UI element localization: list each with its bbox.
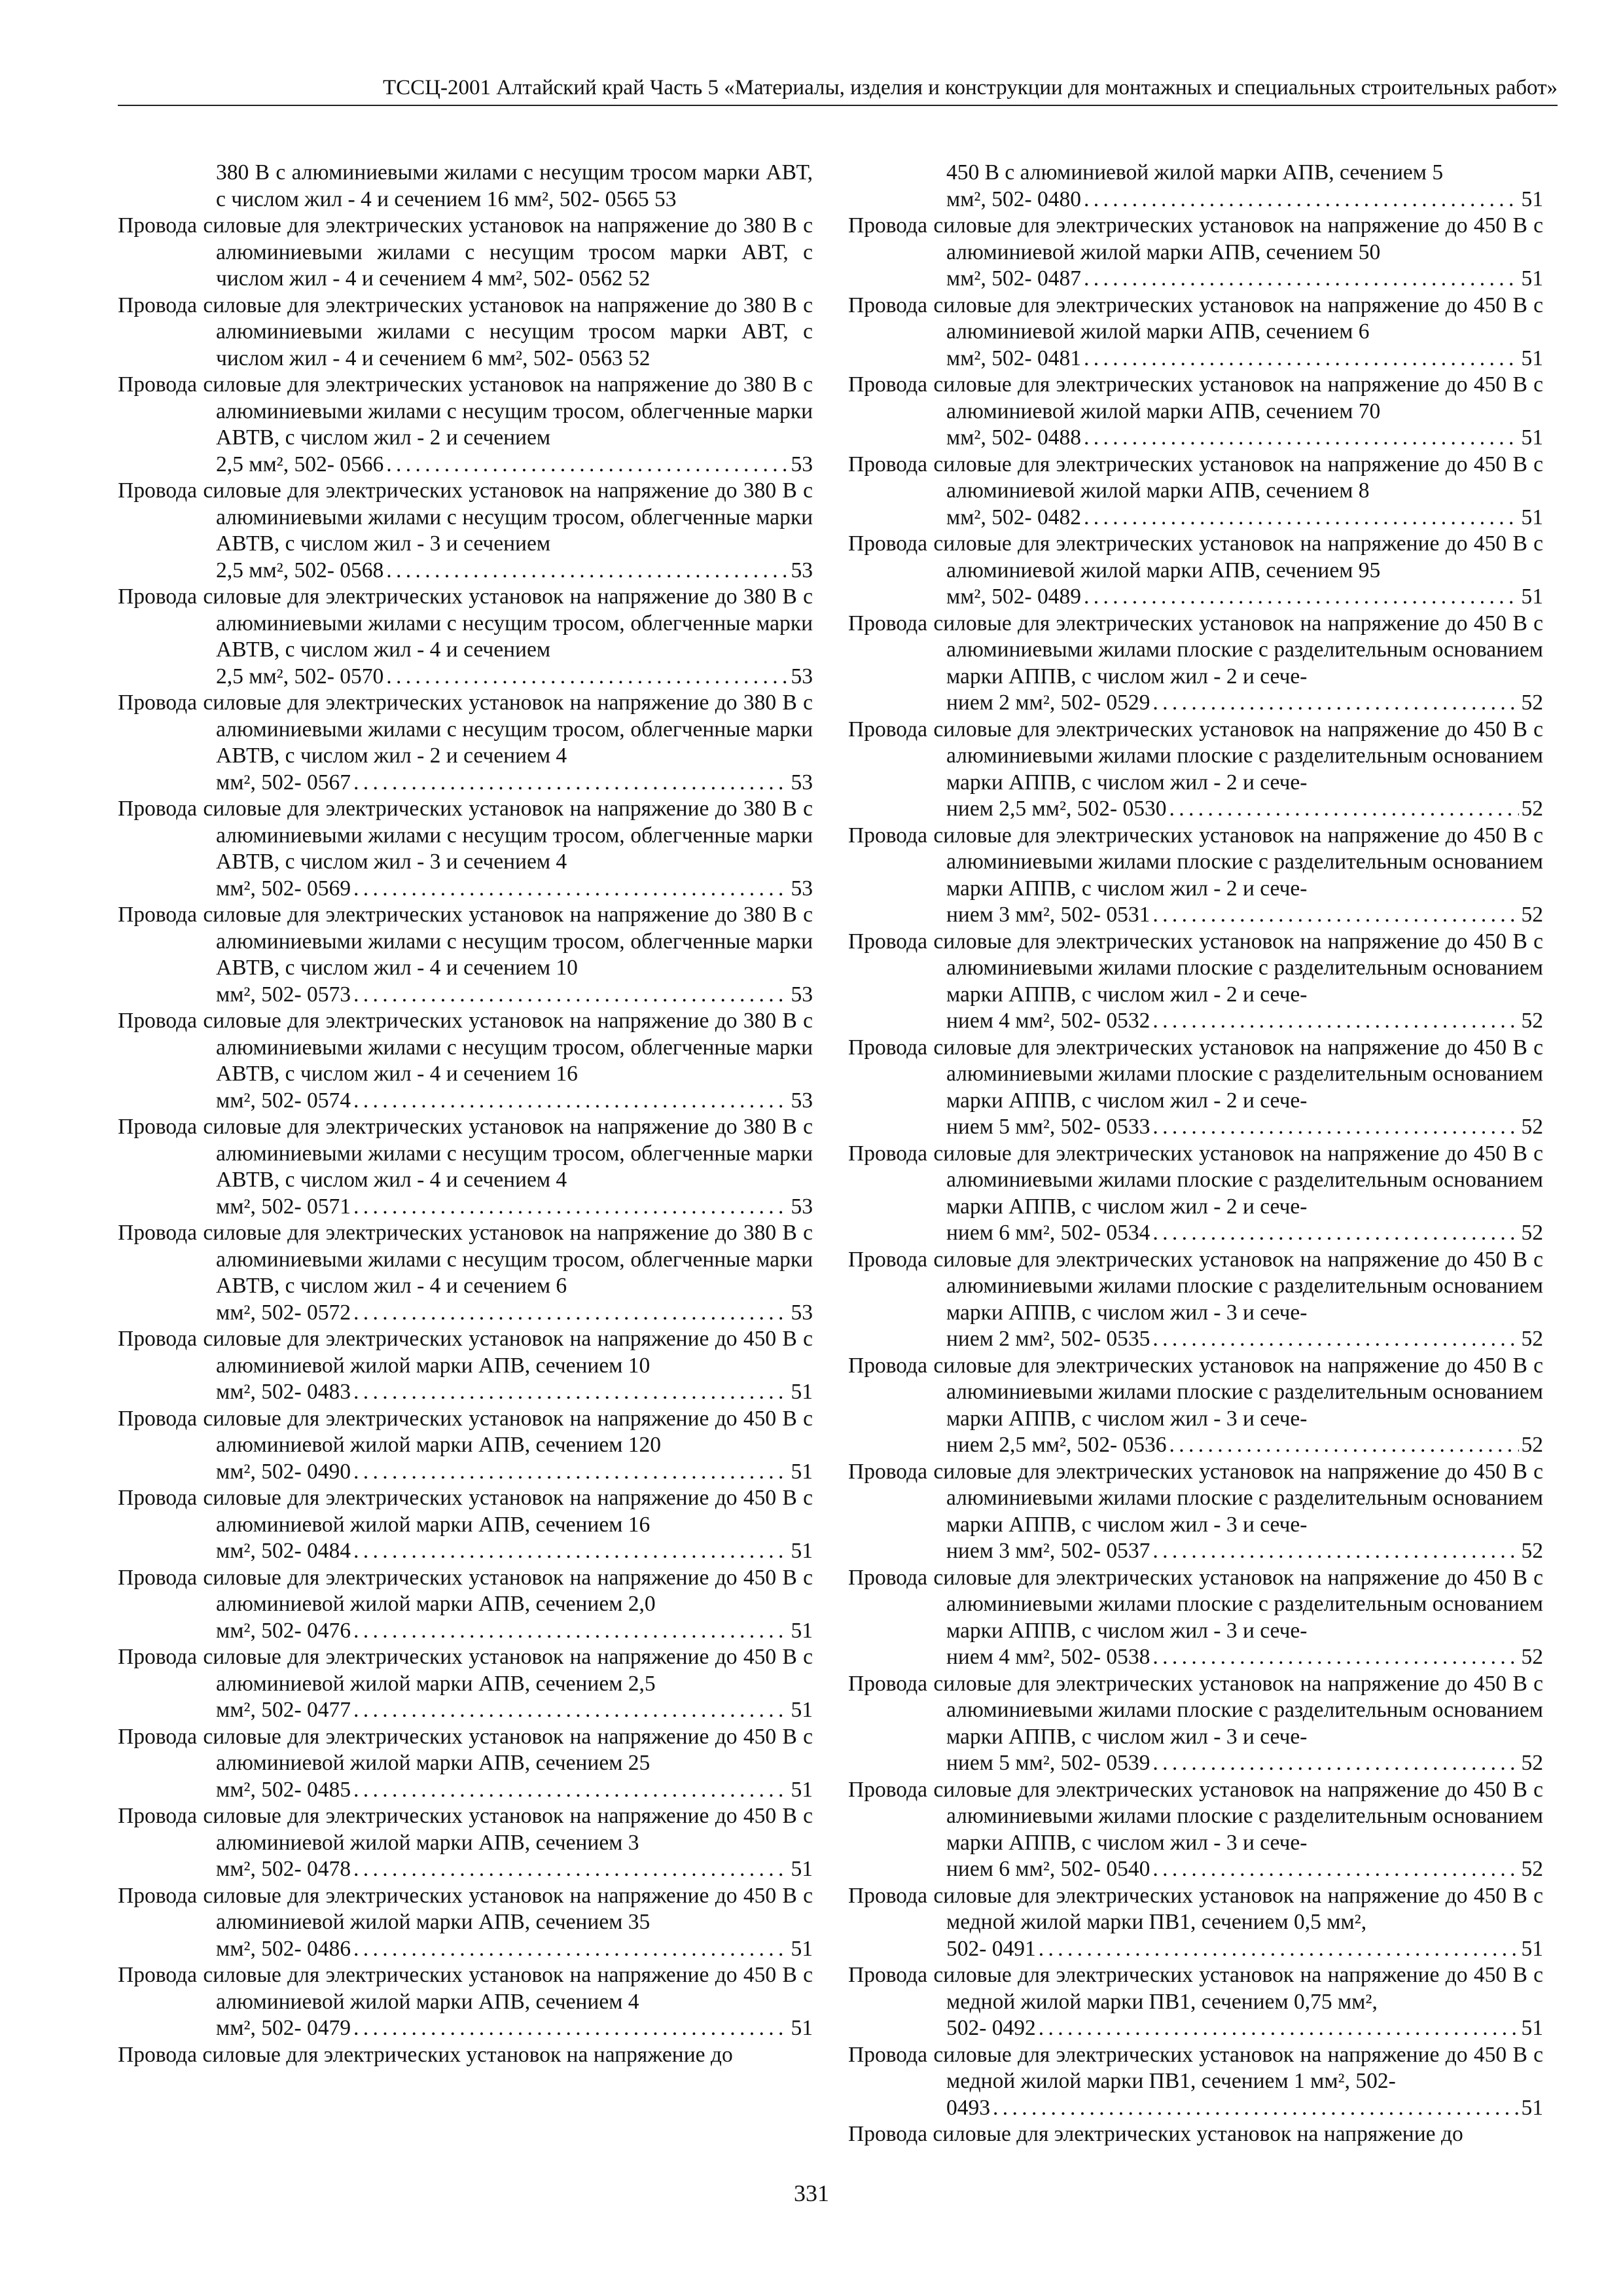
page-number: 331 — [794, 2180, 829, 2206]
index-entry — [118, 1883, 813, 1963]
entry-tail — [946, 1114, 1543, 1141]
dot-leader — [353, 1538, 789, 1565]
entry-page-ref: 51 — [1521, 505, 1543, 529]
dot-leader — [386, 452, 788, 478]
entry-tail — [946, 187, 1543, 213]
entry-prefix: Провода — [118, 1963, 197, 1987]
index-entry — [848, 293, 1543, 372]
index-entry — [848, 1141, 1543, 1247]
index-entry — [848, 2121, 1543, 2148]
dot-leader — [386, 664, 788, 691]
entry-page-ref: 51 — [1521, 187, 1543, 211]
entry-text: силовые для электрических установок на напряжение до 450 В с алюминиевыми жилами плоские с разделительным основанием марки АППВ, с числом жил - 3 и сече- — [933, 1247, 1544, 1325]
entry-page-ref: 52 — [1521, 1857, 1543, 1881]
entry-page-ref: 51 — [791, 1539, 813, 1563]
index-entry — [848, 372, 1543, 452]
entry-page-ref: 52 — [1521, 691, 1543, 715]
entry-tail — [216, 1459, 813, 1486]
entry-prefix: Провода — [118, 1724, 197, 1749]
entry-page-ref: 51 — [791, 1936, 813, 1961]
index-entry — [118, 1406, 813, 1486]
entry-text: силовые для электрических установок на напряжение до 380 В с алюминиевыми жилами с несущим тросом, облегченные марки АВТВ, с числом жил - 2 и сечением 4 — [203, 691, 813, 768]
entry-text: силовые для электрических установок на напряжение до 450 В с алюминиевыми жилами плоские с разделительным основанием марки АППВ, с числом жил - 3 и сече- — [933, 1671, 1544, 1749]
index-entry — [118, 1962, 813, 2042]
entry-prefix: Провода — [848, 2042, 927, 2067]
entry-page-ref: 51 — [791, 1618, 813, 1643]
entry-prefix: Провода — [118, 293, 197, 317]
entry-code: нием 5 мм², 502- 0533 — [946, 1115, 1150, 1139]
index-entry — [848, 823, 1543, 929]
entry-text: силовые для электрических установок на напряжение до 450 В с алюминиевой жилой марки АПВ, сечением 6 — [933, 293, 1544, 344]
index-entry — [118, 796, 813, 902]
entry-text: 380 В с алюминиевыми жилами с несущим тросом марки АВТ, с числом жил - 4 и сечением 16 мм², 502- 0565 53 — [216, 160, 813, 211]
entry-prefix: Провода — [118, 1221, 197, 1245]
entry-text: силовые для электрических установок на напряжение до 450 В с алюминиевыми жилами плоские с разделительным основанием марки АППВ, с числом жил - 3 и сече- — [933, 1777, 1544, 1855]
dot-leader — [1084, 346, 1519, 372]
entry-code: мм², 502- 0571 — [216, 1194, 351, 1219]
index-entry — [848, 1671, 1543, 1777]
entry-tail — [946, 2015, 1543, 2042]
entry-text: силовые для электрических установок на напряжение до 450 В с алюминиевыми жилами плоские с разделительным основанием марки АППВ, с числом жил - 2 и сече- — [933, 611, 1544, 689]
entry-prefix: Провода — [118, 1009, 197, 1033]
entry-text: силовые для электрических установок на напряжение до 450 В с медной жилой марки ПВ1, сечением 0,5 мм², — [933, 1883, 1544, 1934]
dot-leader — [1152, 1856, 1518, 1883]
entry-code: мм², 502- 0476 — [216, 1618, 351, 1643]
entry-code: мм², 502- 0483 — [216, 1380, 351, 1404]
entry-text: 450 В с алюминиевой жилой марки АПВ, сечением 5 — [946, 160, 1444, 185]
entry-page-ref: 51 — [791, 1777, 813, 1802]
dot-leader — [1084, 425, 1519, 452]
entry-text: силовые для электрических установок на напряжение до 380 В с алюминиевыми жилами с несущим тросом марки АВТ, с числом жил - 4 и сечением 6 мм², 502- 0563 52 — [203, 293, 813, 370]
index-entry — [848, 452, 1543, 531]
index-column-left — [118, 160, 813, 2068]
entry-text: силовые для электрических установок на напряжение до 380 В с алюминиевыми жилами с несущим тросом, облегченные марки АВТВ, с числом жил - 4 и сечением 10 — [203, 903, 813, 980]
entry-text: силовые для электрических установок на напряжение до 450 В с алюминиевой жилой марки АПВ, сечением 16 — [203, 1486, 813, 1537]
entry-prefix: Провода — [118, 903, 197, 927]
entry-text: силовые для электрических установок на напряжение до 380 В с алюминиевыми жилами с несущим тросом марки АВТ, с числом жил - 4 и сечением 4 мм², 502- 0562 52 — [203, 213, 813, 291]
entry-text: силовые для электрических установок на напряжение до — [933, 2122, 1463, 2146]
entry-code: мм², 502- 0489 — [946, 584, 1081, 609]
entry-tail — [946, 1538, 1543, 1565]
entry-tail — [216, 558, 813, 584]
entry-text: силовые для электрических установок на напряжение до 450 В с алюминиевыми жилами плоские с разделительным основанием марки АППВ, с числом жил - 3 и сече- — [933, 1353, 1544, 1431]
dot-leader — [353, 1194, 789, 1221]
entry-prefix: Провода — [118, 1486, 197, 1510]
index-entry — [848, 1035, 1543, 1141]
dot-leader — [1152, 1008, 1518, 1035]
entry-tail — [946, 425, 1543, 452]
entry-page-ref: 52 — [1521, 903, 1543, 927]
index-entry — [848, 213, 1543, 293]
entry-tail — [216, 452, 813, 478]
entry-text: силовые для электрических установок на напряжение до 380 В с алюминиевыми жилами с несущим тросом, облегченные марки АВТВ, с числом жил - 3 и сечением — [203, 478, 813, 556]
dot-leader — [353, 1379, 789, 1406]
entry-prefix: Провода — [848, 1141, 927, 1166]
entry-code: мм², 502- 0572 — [216, 1300, 351, 1325]
index-entry — [118, 584, 813, 690]
entry-page-ref: 53 — [791, 664, 813, 689]
entry-page-ref: 53 — [791, 452, 813, 476]
entry-prefix: Провода — [848, 1777, 927, 1802]
entry-tail — [216, 876, 813, 903]
dot-leader — [1152, 1644, 1518, 1671]
entry-prefix: Провода — [118, 691, 197, 715]
entry-page-ref: 51 — [1521, 346, 1543, 370]
dot-leader — [1152, 1114, 1518, 1141]
entry-page-ref: 51 — [1521, 2095, 1543, 2120]
index-entry — [848, 929, 1543, 1035]
entry-prefix: Провода — [848, 1565, 927, 1590]
entry-code: нием 3 мм², 502- 0531 — [946, 903, 1150, 927]
entry-page-ref: 51 — [791, 1698, 813, 1722]
entry-tail — [946, 1326, 1543, 1353]
entry-tail — [946, 2095, 1543, 2122]
entry-code: мм², 502- 0488 — [946, 425, 1081, 450]
entry-text: силовые для электрических установок на напряжение до 450 В с медной жилой марки ПВ1, сечением 1 мм², 502- — [933, 2042, 1544, 2093]
entry-tail — [946, 1750, 1543, 1777]
index-entry — [118, 1565, 813, 1645]
entry-tail — [946, 690, 1543, 717]
entry-text: силовые для электрических установок на напряжение до 450 В с алюминиевой жилой марки АПВ, сечением 95 — [933, 531, 1544, 583]
entry-text: силовые для электрических установок на напряжение до 450 В с алюминиевой жилой марки АПВ, сечением 10 — [203, 1327, 813, 1378]
dot-leader — [1152, 1326, 1518, 1353]
entry-text: силовые для электрических установок на напряжение до 450 В с алюминиевыми жилами плоские с разделительным основанием марки АППВ, с числом жил - 2 и сече- — [933, 717, 1544, 795]
entry-tail — [216, 1088, 813, 1115]
entry-code: нием 2 мм², 502- 0529 — [946, 691, 1150, 715]
entry-tail — [946, 1432, 1543, 1459]
entry-tail — [216, 770, 813, 797]
index-entry — [848, 1247, 1543, 1353]
index-entry — [118, 372, 813, 478]
dot-leader — [386, 558, 788, 584]
entry-text: силовые для электрических установок на напряжение до 450 В с алюминиевой жилой марки АПВ, сечением 8 — [933, 452, 1544, 503]
entry-text: силовые для электрических установок на напряжение до 450 В с алюминиевыми жилами плоские с разделительным основанием марки АППВ, с числом жил - 3 и сече- — [933, 1565, 1544, 1643]
index-entry — [118, 902, 813, 1008]
entry-page-ref: 53 — [791, 982, 813, 1007]
entry-text: силовые для электрических установок на напряжение до 450 В с алюминиевой жилой марки АПВ, сечением 70 — [933, 372, 1544, 423]
entry-tail — [216, 1618, 813, 1645]
entry-code: нием 5 мм², 502- 0539 — [946, 1751, 1150, 1775]
entry-tail — [216, 1194, 813, 1221]
entry-tail — [946, 346, 1543, 372]
entry-code: нием 2,5 мм², 502- 0536 — [946, 1433, 1167, 1457]
entry-code: нием 4 мм², 502- 0538 — [946, 1645, 1150, 1669]
entry-code: мм², 502- 0567 — [216, 770, 351, 795]
entry-tail — [946, 1220, 1543, 1247]
entry-prefix: Провода — [848, 929, 927, 954]
dot-leader — [1152, 1220, 1518, 1247]
entry-prefix: Провода — [848, 823, 927, 848]
entry-page-ref: 52 — [1521, 1009, 1543, 1033]
entry-code: нием 6 мм², 502- 0534 — [946, 1221, 1150, 1245]
dot-leader — [353, 770, 789, 797]
entry-tail — [946, 1936, 1543, 1963]
entry-code: мм², 502- 0482 — [946, 505, 1081, 529]
entry-text: силовые для электрических установок на напряжение до 450 В с алюминиевой жилой марки АПВ, сечением 2,5 — [203, 1645, 813, 1696]
entry-code: мм², 502- 0486 — [216, 1936, 351, 1961]
entry-tail — [946, 1856, 1543, 1883]
entry-page-ref: 51 — [791, 2016, 813, 2040]
entry-code: 2,5 мм², 502- 0568 — [216, 558, 384, 583]
dot-leader — [353, 1936, 789, 1963]
entry-code: 502- 0491 — [946, 1936, 1036, 1961]
entry-text: силовые для электрических установок на напряжение до 380 В с алюминиевыми жилами с несущим тросом, облегченные марки АВТВ, с числом жил - 4 и сечением 4 — [203, 1115, 813, 1192]
dot-leader — [1039, 1936, 1519, 1963]
entry-prefix: Провода — [118, 1645, 197, 1669]
entry-prefix: Провода — [848, 1963, 927, 1987]
index-entry — [848, 1565, 1543, 1671]
entry-prefix: Провода — [118, 372, 197, 397]
entry-text: силовые для электрических установок на напряжение до 450 В с алюминиевыми жилами плоские с разделительным основанием марки АППВ, с числом жил - 2 и сече- — [933, 823, 1544, 901]
entry-prefix: Провода — [848, 452, 927, 476]
entry-prefix: Провода — [848, 1035, 927, 1060]
dot-leader — [1039, 2015, 1519, 2042]
entry-text: силовые для электрических установок на напряжение до 450 В с алюминиевой жилой марки АПВ, сечением 25 — [203, 1724, 813, 1775]
entry-tail — [216, 982, 813, 1009]
entry-page-ref: 51 — [1521, 266, 1543, 291]
entry-prefix: Провода — [118, 1565, 197, 1590]
entry-page-ref: 53 — [791, 876, 813, 901]
entry-page-ref: 51 — [1521, 425, 1543, 450]
running-header: ТССЦ-2001 Алтайский край Часть 5 «Материалы, изделия и конструкции для монтажных и специальных строительных работ» — [118, 73, 1558, 106]
entry-tail — [216, 1697, 813, 1724]
entry-prefix: Провода — [848, 293, 927, 317]
entry-code: 0493 — [946, 2095, 990, 2120]
entry-prefix: Провода — [848, 717, 927, 742]
entry-text: силовые для электрических установок на напряжение до 450 В с алюминиевой жилой марки АПВ, сечением 2,0 — [203, 1565, 813, 1616]
entry-prefix: Провода — [848, 611, 927, 636]
dot-leader — [1152, 690, 1518, 717]
index-entry — [118, 1724, 813, 1804]
entry-text: силовые для электрических установок на напряжение до 380 В с алюминиевыми жилами с несущим тросом, облегченные марки АВТВ, с числом жил - 2 и сечением — [203, 372, 813, 450]
dot-leader — [353, 1777, 789, 1804]
entry-prefix: Провода — [848, 1247, 927, 1272]
dot-leader — [353, 1459, 789, 1486]
entry-prefix: Провода — [848, 2122, 927, 2146]
entry-tail — [946, 584, 1543, 611]
dot-leader — [353, 1856, 789, 1883]
entry-page-ref: 53 — [791, 1300, 813, 1325]
entry-page-ref: 51 — [1521, 2016, 1543, 2040]
index-entry — [118, 293, 813, 372]
entry-page-ref: 52 — [1521, 1327, 1543, 1351]
entry-text: силовые для электрических установок на напряжение до 380 В с алюминиевыми жилами с несущим тросом, облегченные марки АВТВ, с числом жил - 4 и сечением 6 — [203, 1221, 813, 1298]
entry-code: мм², 502- 0569 — [216, 876, 351, 901]
entry-page-ref: 52 — [1521, 797, 1543, 821]
entry-code: мм², 502- 0485 — [216, 1777, 351, 1802]
entry-code: мм², 502- 0480 — [946, 187, 1081, 211]
entry-prefix: Провода — [848, 1353, 927, 1378]
entry-tail — [216, 1379, 813, 1406]
dot-leader — [353, 982, 789, 1009]
entry-text: силовые для электрических установок на напряжение до 450 В с алюминиевыми жилами плоские с разделительным основанием марки АППВ, с числом жил - 2 и сече- — [933, 929, 1544, 1007]
entry-code: 2,5 мм², 502- 0566 — [216, 452, 384, 476]
entry-tail — [946, 902, 1543, 929]
index-entry — [848, 1459, 1543, 1565]
entry-text: силовые для электрических установок на напряжение до 450 В с алюминиевой жилой марки АПВ, сечением 50 — [933, 213, 1544, 264]
dot-leader — [353, 1697, 789, 1724]
entry-page-ref: 52 — [1521, 1539, 1543, 1563]
entry-page-ref: 52 — [1521, 1221, 1543, 1245]
index-entry — [848, 1353, 1543, 1459]
index-entry — [118, 1803, 813, 1883]
index-entry — [848, 160, 1543, 213]
entry-text: силовые для электрических установок на напряжение до 450 В с алюминиевой жилой марки АПВ, сечением 120 — [203, 1406, 813, 1457]
entry-prefix: Провода — [118, 213, 197, 238]
entry-page-ref: 51 — [1521, 584, 1543, 609]
entry-page-ref: 52 — [1521, 1751, 1543, 1775]
entry-code: мм², 502- 0487 — [946, 266, 1081, 291]
entry-prefix: Провода — [848, 531, 927, 556]
entry-text: силовые для электрических установок на напряжение до 450 В с алюминиевой жилой марки АПВ, сечением 35 — [203, 1883, 813, 1934]
index-entry — [118, 690, 813, 796]
entry-code: 2,5 мм², 502- 0570 — [216, 664, 384, 689]
entry-prefix: Провода — [118, 1115, 197, 1139]
entry-page-ref: 52 — [1521, 1645, 1543, 1669]
index-entry — [118, 1485, 813, 1565]
entry-prefix: Провода — [118, 2042, 197, 2067]
entry-text: силовые для электрических установок на напряжение до 450 В с алюминиевой жилой марки АПВ, сечением 3 — [203, 1804, 813, 1855]
dot-leader — [1084, 266, 1519, 293]
dot-leader — [993, 2095, 1519, 2122]
entry-code: мм², 502- 0484 — [216, 1539, 351, 1563]
entry-text: силовые для электрических установок на напряжение до 450 В с алюминиевыми жилами плоские с разделительным основанием марки АППВ, с числом жил - 2 и сече- — [933, 1141, 1544, 1219]
entry-prefix: Провода — [118, 1804, 197, 1828]
entry-tail — [946, 796, 1543, 823]
entry-text: силовые для электрических установок на напряжение до 380 В с алюминиевыми жилами с несущим тросом, облегченные марки АВТВ, с числом жил - 4 и сечением 16 — [203, 1009, 813, 1086]
entry-page-ref: 51 — [791, 1380, 813, 1404]
entry-prefix: Провода — [848, 1671, 927, 1696]
entry-prefix: Провода — [848, 213, 927, 238]
entry-tail — [946, 1008, 1543, 1035]
dot-leader — [353, 1618, 789, 1645]
entry-tail — [216, 2015, 813, 2042]
dot-leader — [1084, 187, 1519, 213]
entry-code: нием 4 мм², 502- 0532 — [946, 1009, 1150, 1033]
entry-tail — [216, 1936, 813, 1963]
entry-code: нием 2 мм², 502- 0535 — [946, 1327, 1150, 1351]
entry-page-ref: 52 — [1521, 1433, 1543, 1457]
entry-code: мм², 502- 0573 — [216, 982, 351, 1007]
entry-text: силовые для электрических установок на напряжение до 380 В с алюминиевыми жилами с несущим тросом, облегченные марки АВТВ, с числом жил - 3 и сечением 4 — [203, 797, 813, 874]
dot-leader — [353, 1300, 789, 1327]
index-entry — [118, 213, 813, 293]
entry-prefix: Провода — [848, 372, 927, 397]
entry-prefix: Провода — [118, 584, 197, 609]
index-entry — [118, 1644, 813, 1724]
dot-leader — [1169, 796, 1519, 823]
dot-leader — [353, 1088, 789, 1115]
index-entry — [848, 531, 1543, 611]
entry-prefix: Провода — [118, 797, 197, 821]
entry-prefix: Провода — [118, 478, 197, 503]
entry-prefix: Провода — [118, 1406, 197, 1431]
dot-leader — [353, 876, 789, 903]
entry-text: силовые для электрических установок на напряжение до — [202, 2042, 733, 2067]
dot-leader — [1084, 505, 1519, 531]
entry-text: силовые для электрических установок на напряжение до 450 В с алюминиевыми жилами плоские с разделительным основанием марки АППВ, с числом жил - 2 и сече- — [933, 1035, 1544, 1113]
entry-text: силовые для электрических установок на напряжение до 380 В с алюминиевыми жилами с несущим тросом, облегченные марки АВТВ, с числом жил - 4 и сечением — [203, 584, 813, 662]
index-entry — [118, 1114, 813, 1220]
entry-prefix: Провода — [118, 1327, 197, 1351]
index-entry — [118, 2042, 813, 2069]
dot-leader — [1152, 902, 1518, 929]
entry-page-ref: 51 — [1521, 1936, 1543, 1961]
index-entry — [118, 160, 813, 213]
dot-leader — [1169, 1432, 1519, 1459]
entry-code: нием 6 мм², 502- 0540 — [946, 1857, 1150, 1881]
entry-tail — [216, 664, 813, 691]
index-entry — [848, 1883, 1543, 1963]
entry-prefix: Провода — [848, 1883, 927, 1908]
entry-tail — [946, 266, 1543, 293]
entry-page-ref: 53 — [791, 1194, 813, 1219]
entry-code: нием 3 мм², 502- 0537 — [946, 1539, 1150, 1563]
entry-code: 502- 0492 — [946, 2016, 1036, 2040]
entry-text: силовые для электрических установок на напряжение до 450 В с алюминиевыми жилами плоские с разделительным основанием марки АППВ, с числом жил - 3 и сече- — [933, 1459, 1544, 1537]
entry-tail — [216, 1538, 813, 1565]
entry-page-ref: 53 — [791, 558, 813, 583]
dot-leader — [1152, 1750, 1518, 1777]
entry-tail — [216, 1856, 813, 1883]
entry-text: силовые для электрических установок на напряжение до 450 В с медной жилой марки ПВ1, сечением 0,75 мм², — [933, 1963, 1544, 2014]
dot-leader — [1152, 1538, 1518, 1565]
entry-code: мм², 502- 0479 — [216, 2016, 351, 2040]
index-column-right — [848, 160, 1543, 2148]
index-entry — [118, 1008, 813, 1114]
entry-tail — [946, 1644, 1543, 1671]
entry-page-ref: 53 — [791, 1088, 813, 1113]
index-entry — [848, 611, 1543, 717]
index-entry — [848, 2042, 1543, 2122]
entry-page-ref: 51 — [791, 1857, 813, 1881]
entry-page-ref: 51 — [791, 1459, 813, 1484]
index-entry — [848, 1962, 1543, 2042]
entry-prefix: Провода — [848, 1459, 927, 1484]
entry-code: мм², 502- 0490 — [216, 1459, 351, 1484]
entry-code: нием 2,5 мм², 502- 0530 — [946, 797, 1167, 821]
index-entry — [848, 717, 1543, 823]
index-entry — [118, 1326, 813, 1406]
entry-code: мм², 502- 0478 — [216, 1857, 351, 1881]
dot-leader — [1084, 584, 1519, 611]
entry-code: мм², 502- 0477 — [216, 1698, 351, 1722]
entry-tail — [946, 505, 1543, 531]
entry-page-ref: 52 — [1521, 1115, 1543, 1139]
index-entry — [118, 1220, 813, 1326]
entry-tail — [216, 1777, 813, 1804]
entry-prefix: Провода — [118, 1883, 197, 1908]
entry-tail — [216, 1300, 813, 1327]
entry-code: мм², 502- 0481 — [946, 346, 1081, 370]
entry-page-ref: 53 — [791, 770, 813, 795]
entry-code: мм², 502- 0574 — [216, 1088, 351, 1113]
index-entry — [848, 1777, 1543, 1883]
index-entry — [118, 478, 813, 584]
entry-text: силовые для электрических установок на напряжение до 450 В с алюминиевой жилой марки АПВ, сечением 4 — [203, 1963, 813, 2014]
dot-leader — [353, 2015, 789, 2042]
